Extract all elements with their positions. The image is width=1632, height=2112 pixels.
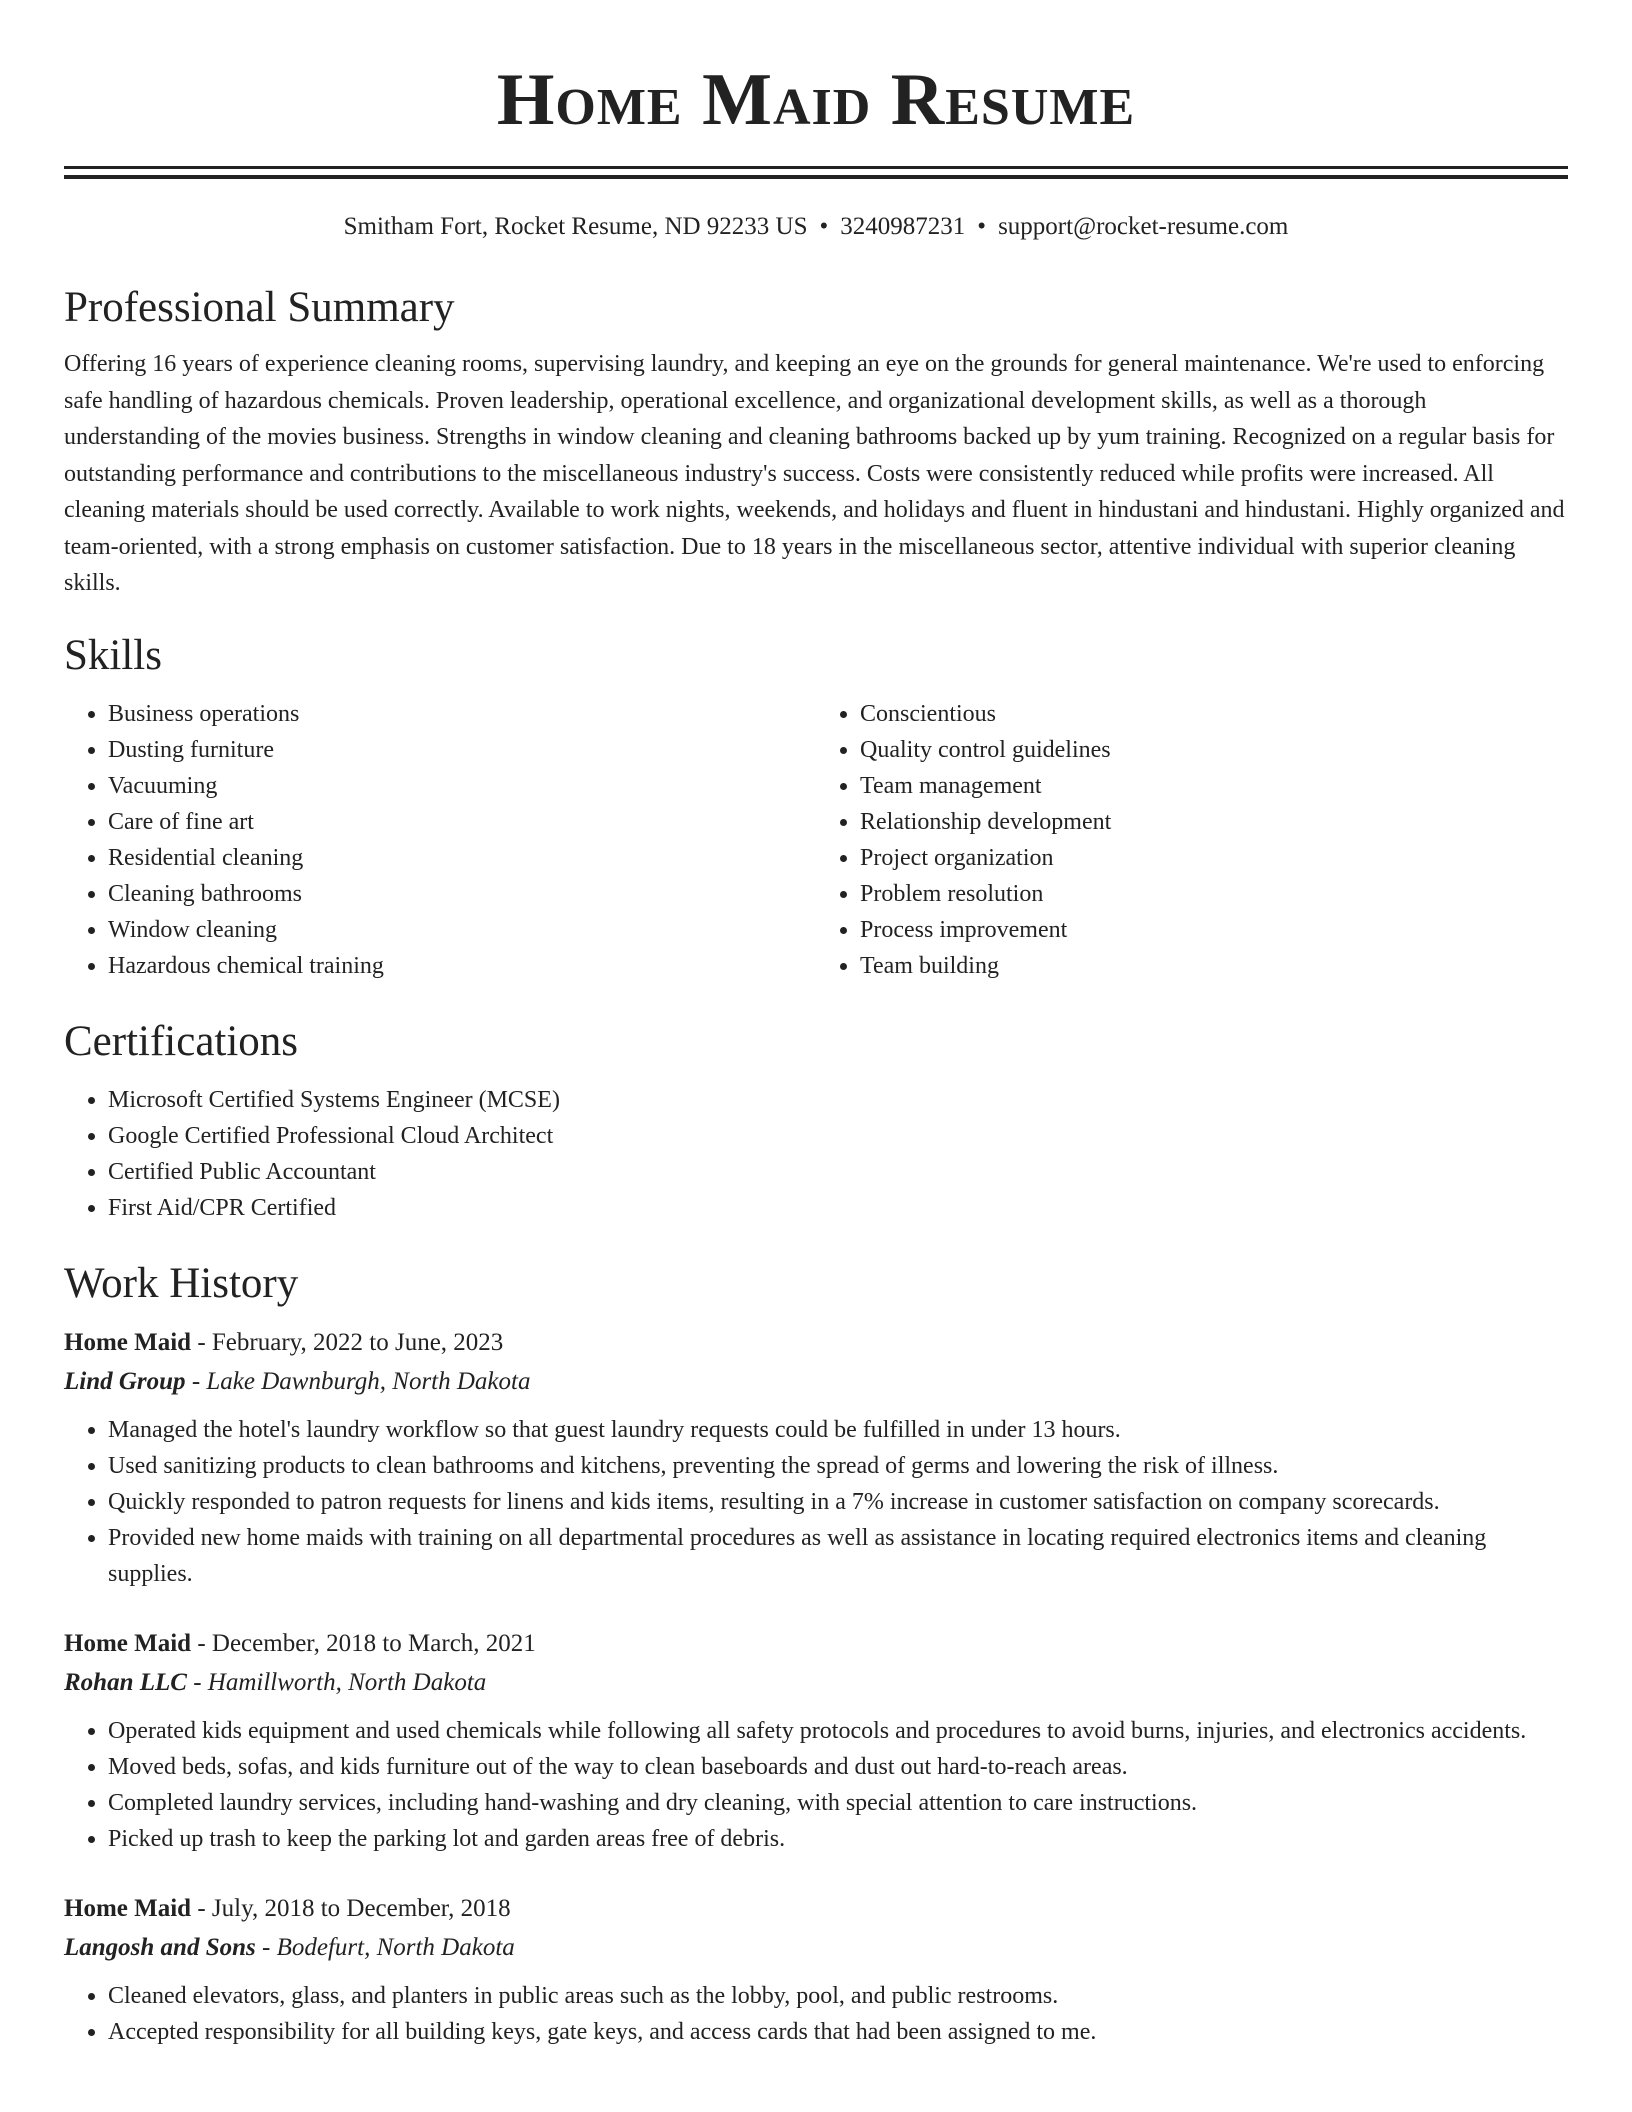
job-bullet: • Completed laundry services, including hand-washing and dry cleaning, with special attention to care instructions. [108,1785,1568,1821]
summary-heading: Professional Summary [64,284,455,331]
contact-phone: 3240987231 [840,213,966,240]
job-bullet: • Operated kids equipment and used chemicals while following all safety protocols and procedures to avoid burns, injuries, and electronics accidents. [108,1713,1568,1749]
certification-item: • Certified Public Accountant [108,1154,1568,1190]
job-bullet: • Used sanitizing products to clean bathrooms and kitchens, preventing the spread of germs and lowering the risk of illness. [108,1448,1568,1484]
skills-columns [64,696,1568,984]
job-company: Rohan LLC [64,1668,187,1696]
job-location: - Bodefurt, North Dakota [255,1933,515,1961]
skill-item: • Hazardous chemical training [108,948,816,984]
skills-list-right [816,696,1568,984]
job-entry [64,1323,1568,1592]
job-company-line [64,1362,1568,1401]
skill-item: • Team management [860,768,1568,804]
job-company: Langosh and Sons [64,1933,256,1961]
job-company-line [64,1928,1568,1967]
contact-line [64,212,1568,242]
skill-item: • Quality control guidelines [860,732,1568,768]
job-company-line [64,1663,1568,1702]
job-title-line [64,1624,1568,1663]
skill-item: • Care of fine art [108,804,816,840]
title-divider-bottom [64,175,1568,179]
job-bullet: • Moved beds, sofas, and kids furniture out of the way to clean baseboards and dust out hard-to-reach areas. [108,1749,1568,1785]
skill-item: • Vacuuming [108,768,816,804]
skill-item: • Problem resolution [860,876,1568,912]
job-dates: - February, 2022 to June, 2023 [191,1328,504,1356]
job-bullet: • Quickly responded to patron requests for linens and kids items, resulting in a 7% increase in customer satisfaction on company scorecards. [108,1484,1568,1520]
certifications-list [64,1082,1568,1226]
skill-item: • Residential cleaning [108,840,816,876]
contact-email: support@rocket-resume.com [998,213,1289,240]
job-title: Home Maid [64,1629,192,1657]
job-title: Home Maid [64,1894,192,1922]
title-divider-top [64,166,1568,169]
contact-address: Smitham Fort, Rocket Resume, ND 92233 US [343,213,808,240]
skill-item: • Conscientious [860,696,1568,732]
job-location: - Hamillworth, North Dakota [186,1668,487,1696]
job-bullets [64,1713,1568,1857]
job-company: Lind Group [64,1367,186,1395]
skill-item: • Window cleaning [108,912,816,948]
resume-page [64,0,1568,2050]
job-bullet: • Picked up trash to keep the parking lot and garden areas free of debris. [108,1821,1568,1857]
job-bullets [64,1978,1568,2050]
job-bullet: • Cleaned elevators, glass, and planters in public areas such as the lobby, pool, and public restrooms. [108,1978,1568,2014]
contact-separator: • [819,213,829,240]
job-dates: - July, 2018 to December, 2018 [191,1894,511,1922]
skill-item: • Relationship development [860,804,1568,840]
job-title-line [64,1889,1568,1928]
contact-separator: • [977,213,987,240]
job-bullets [64,1412,1568,1592]
certification-item: • Microsoft Certified Systems Engineer (MCSE) [108,1082,1568,1118]
skill-item: • Process improvement [860,912,1568,948]
skill-item: • Business operations [108,696,816,732]
job-dates: - December, 2018 to March, 2021 [191,1629,536,1657]
skills-list-left [64,696,816,984]
summary-text: Offering 16 years of experience cleaning rooms, supervising laundry, and keeping an eye on the grounds for general maintenance. We're used to enforcing safe handling of hazardous chemicals. Proven leadership, operational excellence, and organizational development skills, as well as a thorough understanding of the movies business. Strengths in window cleaning and cleaning bathrooms backed up by yum training. Recognized on a regular basis for outstanding performance and contributions to the miscellaneous industry's success. Costs were consistently reduced while profits were increased. All cleaning materials should be used correctly. Available to work nights, weekends, and holidays and fluent in hindustani and hindustani. Highly organized and team-oriented, with a strong emphasis on customer satisfaction. Due to 18 years in the miscellaneous sector, attentive individual with superior cleaning skills. [64,351,1565,596]
skill-item: • Dusting furniture [108,732,816,768]
job-bullet: • Provided new home maids with training on all departmental procedures as well as assistance in locating required electronics items and cleaning supplies. [108,1520,1568,1592]
resume-title: Home Maid Resume [496,59,1136,141]
job-entry [64,1624,1568,1857]
job-bullet: • Managed the hotel's laundry workflow so that guest laundry requests could be fulfilled in under 13 hours. [108,1412,1568,1448]
skill-item: • Team building [860,948,1568,984]
certification-item: • Google Certified Professional Cloud Architect [108,1118,1568,1154]
job-entry [64,1889,1568,2050]
certification-item: • First Aid/CPR Certified [108,1190,1568,1226]
job-title-line [64,1323,1568,1362]
job-bullet: • Accepted responsibility for all building keys, gate keys, and access cards that had been assigned to me. [108,2014,1568,2050]
work-history-heading: Work History [64,1259,299,1307]
certifications-heading: Certifications [64,1017,299,1065]
skill-item: • Cleaning bathrooms [108,876,816,912]
skills-heading: Skills [64,631,162,679]
skill-item: • Project organization [860,840,1568,876]
job-title: Home Maid [64,1328,192,1356]
job-location: - Lake Dawnburgh, North Dakota [185,1367,531,1395]
